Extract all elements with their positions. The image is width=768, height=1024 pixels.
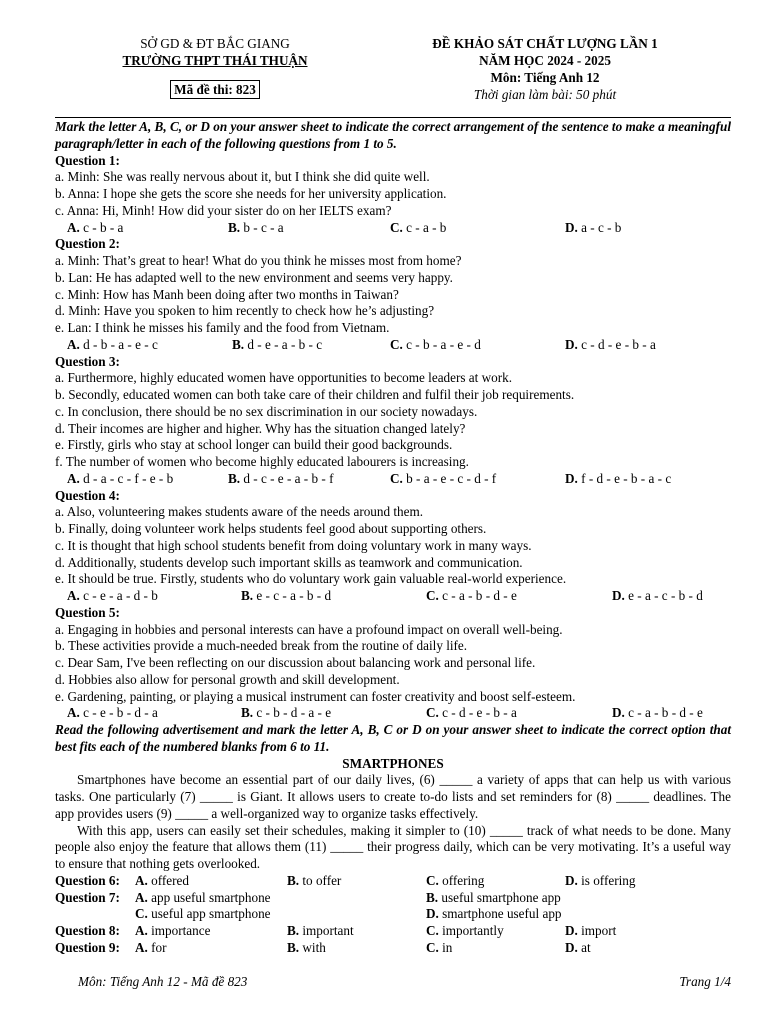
option-text: offered — [147, 872, 189, 888]
answer-option[interactable] — [67, 220, 123, 237]
sentence-line: b. These activities provide a much-needed break from the routine of daily life. — [55, 638, 468, 654]
question-label: Question 4: — [55, 487, 120, 503]
option-text: c - a - b - d - e — [438, 588, 517, 603]
footer-subject: Môn: Tiếng Anh 12 - Mã đề 823 — [78, 974, 248, 989]
option-text: d - c - e - a - b - f — [240, 470, 334, 486]
option-text: c - a - b — [402, 219, 447, 235]
answer-option[interactable] — [287, 940, 326, 957]
exam-code: Mã đề thi: 823 — [170, 80, 260, 99]
sentence-line: e. It should be true. Firstly, students who do voluntary work gain valuable real-world experience. — [55, 571, 567, 587]
question-label: Question 2: — [55, 236, 120, 252]
sentence-line: a. Engaging in hobbies and personal interests can have a profound impact on overall well-being. — [55, 621, 563, 637]
answer-option[interactable] — [390, 337, 481, 354]
question-label: Question 6: — [55, 872, 120, 888]
option-text: important — [299, 923, 354, 938]
answer-option[interactable] — [67, 337, 158, 354]
answer-option[interactable] — [390, 220, 446, 237]
answer-option[interactable] — [287, 923, 354, 940]
option-letter: B. — [241, 705, 254, 721]
exam-body — [55, 119, 731, 957]
option-letter: D. — [565, 219, 578, 235]
option-letter: D. — [565, 336, 578, 352]
option-letter: C. — [426, 872, 439, 888]
cloze-question-row — [55, 906, 731, 923]
answer-option[interactable] — [565, 873, 635, 890]
answer-option[interactable] — [565, 220, 621, 237]
option-text: c - d - e - b - a — [438, 705, 517, 721]
answer-option[interactable] — [426, 873, 484, 890]
option-text: c - b - d - a - e — [253, 705, 332, 721]
answer-options — [55, 588, 731, 605]
option-letter: C. — [426, 923, 439, 938]
answer-options — [55, 220, 731, 237]
passage-paragraph-1: Smartphones have become an essential part of our daily lives, (6) _____ a variety of apps that can help us with various tasks. One particularly (7) _____ is Giant. It allows users to create to-do lists and set reminders for (8) _____ deadlines. The app provides users (9) _____ a well-organized way to organize tasks effectively. — [55, 772, 731, 821]
option-text: for — [147, 939, 167, 955]
footer-page-number: Trang 1/4 — [679, 974, 731, 989]
answer-option[interactable] — [67, 705, 158, 722]
option-text: c - e - b - d - a — [79, 705, 158, 721]
question-label: Question 5: — [55, 604, 120, 620]
cloze-question-row — [55, 923, 731, 940]
answer-option[interactable] — [228, 471, 333, 488]
answer-option[interactable] — [241, 705, 331, 722]
option-text: b - c - a — [240, 219, 284, 235]
option-letter: B. — [287, 872, 300, 888]
sentence-line: c. In conclusion, there should be no sex discrimination in our society nowadays. — [55, 403, 478, 419]
answer-option[interactable] — [67, 588, 158, 605]
option-text: with — [299, 939, 326, 955]
option-text: in — [438, 939, 453, 955]
time-limit: Thời gian làm bài: 50 phút — [473, 87, 617, 102]
option-text: importantly — [438, 923, 504, 938]
option-text: e - a - c - b - d — [624, 588, 703, 603]
option-letter: D. — [612, 588, 625, 603]
arrangement-questions — [55, 153, 731, 723]
sentence-line: b. Anna: I hope she gets the score she needs for her university application. — [55, 186, 447, 201]
sentence-line: a. Also, volunteering makes students aware of the needs around them. — [55, 504, 424, 520]
question-label: Question 8: — [55, 923, 120, 938]
answer-option[interactable] — [287, 873, 341, 890]
option-letter: C. — [426, 588, 439, 603]
sentence-line: e. Gardening, painting, or playing a musical instrument can foster creativity and boost self-esteem. — [55, 688, 576, 704]
answer-option[interactable] — [135, 873, 189, 890]
sentence-line: d. Their incomes are higher and higher. Why has the situation changed lately? — [55, 420, 466, 436]
answer-option[interactable] — [135, 906, 271, 923]
option-letter: D. — [565, 872, 578, 888]
answer-option[interactable] — [241, 588, 331, 605]
option-letter: C. — [135, 906, 148, 922]
option-letter: A. — [135, 939, 148, 955]
answer-options — [55, 705, 731, 722]
option-text: at — [577, 939, 591, 955]
subject: Môn: Tiếng Anh 12 — [490, 70, 600, 85]
option-letter: B. — [287, 939, 300, 955]
answer-option[interactable] — [426, 940, 452, 957]
option-letter: C. — [426, 705, 439, 721]
answer-option[interactable] — [565, 337, 656, 354]
option-text: d - e - a - b - c — [244, 336, 323, 352]
department-name: SỞ GD & ĐT BẮC GIANG — [140, 36, 290, 51]
cloze-questions — [55, 873, 731, 957]
option-letter: D. — [612, 705, 625, 721]
answer-option[interactable] — [135, 890, 271, 907]
header-left — [90, 35, 340, 99]
option-letter: A. — [67, 336, 80, 352]
answer-option[interactable] — [426, 923, 504, 940]
option-text: useful app smartphone — [147, 906, 271, 922]
sentence-line: c. Minh: How has Manh been doing after two months in Taiwan? — [55, 286, 399, 302]
option-letter: A. — [135, 923, 148, 938]
sentence-line: d. Minh: Have you spoken to him recently to check how he’s adjusting? — [55, 303, 435, 319]
sentence-line: c. It is thought that high school students benefit from doing voluntary work in many ways. — [55, 537, 532, 553]
answer-option[interactable] — [228, 220, 284, 237]
option-letter: B. — [228, 470, 241, 486]
answer-option[interactable] — [390, 471, 496, 488]
answer-option[interactable] — [612, 588, 703, 605]
answer-option[interactable] — [67, 471, 173, 488]
option-letter: A. — [135, 889, 148, 905]
answer-option[interactable] — [565, 471, 671, 488]
answer-option[interactable] — [426, 588, 517, 605]
option-letter: B. — [228, 219, 241, 235]
sentence-line: e. Lan: I think he misses his family and the food from Vietnam. — [55, 320, 390, 335]
sentence-line: b. Secondly, educated women can both take care of their children and fulfil their job requirements. — [55, 387, 575, 402]
cloze-question-row — [55, 873, 731, 890]
option-text: smartphone useful app — [438, 906, 562, 922]
answer-option[interactable] — [232, 337, 322, 354]
option-letter: B. — [426, 889, 439, 905]
answer-option[interactable] — [135, 923, 210, 940]
question-label: Question 7: — [55, 889, 120, 905]
instruction-cloze: Read the following advertisement and mark the letter A, B, C or D on your answer sheet to indicate the correct option that best fits each of the numbered blanks from 6 to 11. — [55, 722, 731, 754]
sentence-line: c. Anna: Hi, Minh! How did your sister do on her IELTS exam? — [55, 202, 392, 218]
option-text: d - a - c - f - e - b — [79, 470, 174, 486]
answer-option[interactable] — [426, 890, 561, 907]
option-letter: A. — [135, 872, 148, 888]
sentence-line: b. Finally, doing volunteer work helps students feel good about supporting others. — [55, 521, 487, 536]
option-letter: C. — [390, 470, 403, 486]
answer-option[interactable] — [426, 906, 562, 923]
option-text: d - b - a - e - c — [79, 336, 158, 352]
option-letter: D. — [565, 923, 578, 938]
school-year: NĂM HỌC 2024 - 2025 — [479, 53, 611, 68]
answer-options — [55, 337, 731, 354]
option-letter: D. — [565, 939, 578, 955]
option-text: c - e - a - d - b — [79, 588, 158, 603]
option-letter: A. — [67, 588, 80, 603]
option-letter: B. — [287, 923, 300, 938]
option-text: c - b - a — [79, 219, 124, 235]
answer-option[interactable] — [565, 940, 591, 957]
answer-option[interactable] — [426, 705, 517, 722]
answer-option[interactable] — [612, 705, 703, 722]
option-letter: D. — [426, 906, 439, 922]
option-text: c - b - a - e - d — [402, 336, 481, 352]
option-text: e - c - a - b - d — [253, 588, 332, 603]
sentence-line: d. Additionally, students develop such important skills as teamwork and communication. — [55, 554, 523, 570]
option-letter: A. — [67, 470, 80, 486]
option-text: app useful smartphone — [147, 889, 271, 905]
option-text: f - d - e - b - a - c — [577, 470, 672, 486]
option-text: a - c - b — [577, 219, 622, 235]
option-letter: B. — [241, 588, 254, 603]
cloze-question-row — [55, 940, 731, 957]
option-letter: C. — [390, 219, 403, 235]
question-label: Question 1: — [55, 152, 120, 168]
option-text: import — [577, 923, 617, 938]
option-text: useful smartphone app — [438, 889, 561, 905]
sentence-line: a. Minh: She was really nervous about it, but I think she did quite well. — [55, 169, 430, 185]
instruction-arrangement: Mark the letter A, B, C, or D on your answer sheet to indicate the correct arrangement of the sentence to make a meaningful paragraph/letter in each of the following questions from 1 to 5. — [55, 119, 731, 151]
sentence-line: e. Firstly, girls who stay at school longer can build their good backgrounds. — [55, 437, 453, 453]
cloze-question-row — [55, 890, 731, 907]
passage-title: SMARTPHONES — [342, 755, 444, 771]
question-label: Question 9: — [55, 939, 120, 955]
option-text: to offer — [299, 872, 342, 888]
answer-options — [55, 471, 731, 488]
passage-paragraph-2: With this app, users can easily set their schedules, making it simpler to (10) _____ track of what needs to be done. Many people also enjoy the feature that allows them (11) _____ their progress daily, which can be very motivating. It’s a useful way to ensure that nothing gets overlooked. — [55, 822, 731, 871]
school-name: TRƯỜNG THPT THÁI THUẬN — [122, 53, 308, 68]
answer-option[interactable] — [565, 923, 616, 940]
option-text: is offering — [577, 872, 636, 888]
sentence-line: b. Lan: He has adapted well to the new environment and seems very happy. — [55, 269, 453, 285]
option-letter: A. — [67, 705, 80, 721]
sentence-line: d. Hobbies also allow for personal growth and skill development. — [55, 671, 400, 687]
option-letter: C. — [390, 336, 403, 352]
option-letter: D. — [565, 470, 578, 486]
option-text: b - a - e - c - d - f — [402, 470, 497, 486]
answer-option[interactable] — [135, 940, 167, 957]
header-right — [400, 35, 690, 103]
option-letter: A. — [67, 219, 80, 235]
option-text: importance — [147, 923, 211, 938]
exam-title: ĐỀ KHẢO SÁT CHẤT LƯỢNG LẦN 1 — [432, 36, 658, 51]
header-divider — [55, 117, 731, 118]
option-text: c - d - e - b - a — [577, 336, 656, 352]
option-text: c - a - b - d - e — [624, 705, 703, 721]
option-text: offering — [438, 872, 485, 888]
option-letter: B. — [232, 336, 245, 352]
sentence-line: c. Dear Sam, I've been reflecting on our discussion about balancing work and personal life. — [55, 655, 536, 670]
option-letter: C. — [426, 939, 439, 955]
question-label: Question 3: — [55, 353, 120, 369]
sentence-line: f. The number of women who become highly educated labourers is increasing. — [55, 454, 469, 469]
sentence-line: a. Minh: That’s great to hear! What do you think he misses most from home? — [55, 253, 462, 268]
sentence-line: a. Furthermore, highly educated women have opportunities to become leaders at work. — [55, 370, 513, 386]
